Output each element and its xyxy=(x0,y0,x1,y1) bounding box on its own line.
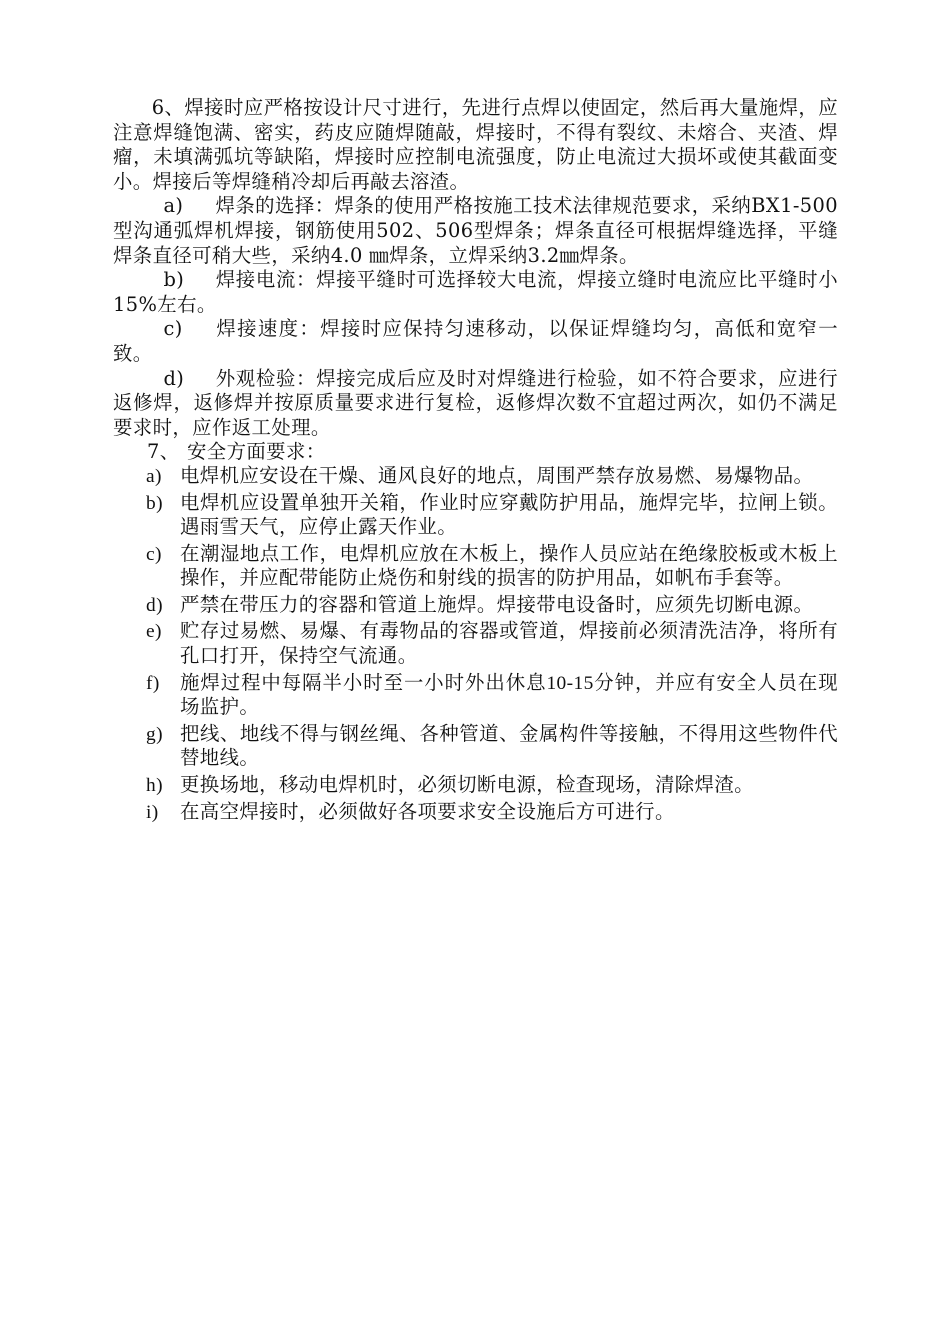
list-item-text: 电焊机应设置单独开关箱，作业时应穿戴防护用品，施焊完毕，拉闸上锁。遇雨雪天气，应停止露天作业。 xyxy=(180,492,838,539)
list-item-text: 在高空焊接时，必须做好各项要求安全设施后方可进行。 xyxy=(180,801,675,823)
sub-item-text: 外观检验：焊接完成后应及时对焊缝进行检验，如不符合要求，应进行返修焊，返修焊并按原质量要求进行复检，返修焊次数不宜超过两次，如仍不满足要求时，应作返工处理。 xyxy=(113,366,838,439)
list-item-text: 在潮湿地点工作，电焊机应放在木板上，操作人员应站在绝缘胶板或木板上操作，并应配带能防止烧伤和射线的损害的防护用品，如帆布手套等。 xyxy=(180,543,838,590)
sub-item-b xyxy=(113,268,838,317)
sub-item-label: d) xyxy=(163,366,185,390)
list-item-text: 贮存过易燃、易爆、有毒物品的容器或管道，焊接前必须清洗洁净，将所有孔口打开，保持空气流通。 xyxy=(180,621,838,668)
list-marker: a) xyxy=(146,465,162,487)
list-item-text: 更换场地，移动电焊机时，必须切断电源，检查现场，清除焊渣。 xyxy=(180,775,754,797)
sub-item-label: b) xyxy=(163,268,185,292)
sub-item-a xyxy=(113,194,838,268)
list-marker: c) xyxy=(146,543,162,565)
list-item-text: 施焊过程中每隔半小时至一小时外出休息10-15分钟，并应有安全人员在现场监护。 xyxy=(180,672,838,719)
sub-item-text: 焊接速度：焊接时应保持匀速移动，以保证焊缝均匀，高低和宽窄一致。 xyxy=(113,317,838,365)
list-item xyxy=(113,672,838,721)
sub-item-c xyxy=(113,317,838,366)
list-item xyxy=(113,620,838,669)
safety-requirements-list xyxy=(113,465,838,825)
list-marker: g) xyxy=(146,723,163,745)
section-7-heading xyxy=(113,440,838,465)
list-marker: f) xyxy=(146,672,160,694)
list-marker: d) xyxy=(146,594,163,616)
list-item xyxy=(113,774,838,799)
sub-item-d xyxy=(113,367,838,441)
list-marker: i) xyxy=(146,801,159,823)
document-body xyxy=(113,96,838,827)
list-marker: b) xyxy=(146,492,163,514)
list-marker: h) xyxy=(146,775,163,797)
sub-item-label: a) xyxy=(163,194,184,218)
list-item xyxy=(113,543,838,592)
sub-item-label: c) xyxy=(163,317,183,341)
list-item xyxy=(113,492,838,541)
list-item-text: 电焊机应安设在干燥、通风良好的地点，周围严禁存放易燃、易爆物品。 xyxy=(180,465,814,487)
sub-item-text: 焊条的选择：焊条的使用严格按施工技术法律规范要求，采纳BX1-500型沟通弧焊机焊接，钢筋使用502、506型焊条；焊条直径可根据焊缝选择，平缝焊条直径可稍大些，采纳4.0 ㎜焊条，立焊采纳3.2㎜焊条。 xyxy=(113,194,838,267)
list-item-text: 严禁在带压力的容器和管道上施焊。焊接带电设备时，应须先切断电源。 xyxy=(180,594,814,616)
list-item xyxy=(113,465,838,490)
list-marker: e) xyxy=(146,621,162,643)
section-title: 安全方面要求： xyxy=(187,440,326,464)
list-item-text: 把线、地线不得与钢丝绳、各种管道、金属构件等接触，不得用这些物件代替地线。 xyxy=(180,723,838,770)
list-item xyxy=(113,594,838,619)
list-item xyxy=(113,723,838,772)
sub-item-text: 焊接电流：焊接平缝时可选择较大电流，焊接立缝时电流应比平缝时小15%左右。 xyxy=(113,268,838,316)
list-item xyxy=(113,801,838,826)
paragraph-6: 6、焊接时应严格按设计尺寸进行，先进行点焊以使固定，然后再大量施焊，应注意焊缝饱满、密实，药皮应随焊随敲，焊接时，不得有裂纹、未熔合、夹渣、焊瘤，未填满弧坑等缺陷，焊接时应控制电流强度，防止电流过大损坏或使其截面变小。焊接后等焊缝稍冷却后再敲去溶渣。 xyxy=(113,96,838,193)
section-number: 7、 xyxy=(147,440,180,464)
